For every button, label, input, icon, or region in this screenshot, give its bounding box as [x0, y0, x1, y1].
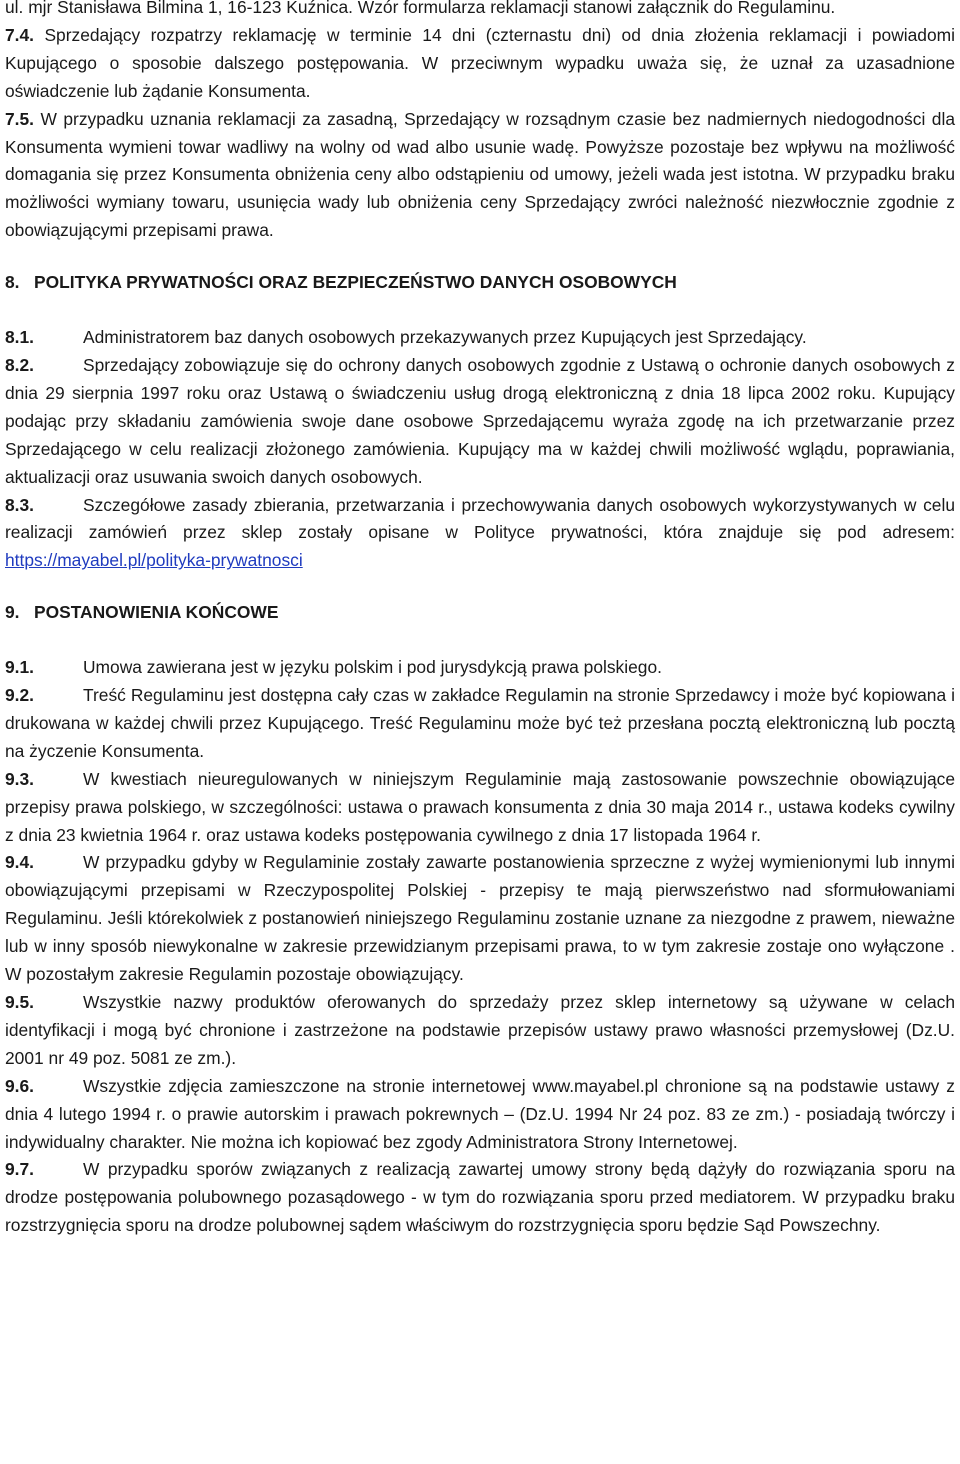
section-number: 8.1. [5, 327, 35, 348]
section-text: W przypadku gdyby w Regulaminie zostały zawarte postanowienia sprzeczne z wyżej wymienionymi lub innymi obowiązującymi przepisami w Rzeczypospolitej Polskiej - przepisy te mają pierwszeństwo nad sformułowaniami Regulaminu. Jeśli którekolwiek z postanowień niniejszego Regulaminu zostanie uznane za niezgodne z prawem, nieważne lub w inny sposób niewykonalne w zakresie przewidzianym przepisami prawa, to w tym zakresie zostaje ono wyłączone . W pozostałym zakresie Regulamin pozostaje obowiązujący. [5, 852, 955, 985]
section-8-3 [5, 492, 955, 576]
section-number: 9.1. [5, 657, 35, 678]
section-text: Administratorem baz danych osobowych przekazywanych przez Kupujących jest Sprzedający. [83, 327, 807, 348]
section-number: 9.5. [5, 992, 35, 1012]
section-number: 8.3. [5, 494, 35, 515]
section-text: Szczegółowe zasady zbierania, przetwarzania i przechowywania danych osobowych wykorzystywanych w celu realizacji zamówień przez sklep zostały opisane w Polityce prywatności, która znajduje się pod adresem: [5, 494, 955, 543]
section-9-5 [5, 989, 955, 1073]
section-number: 9.4. [5, 852, 35, 873]
section-number: 7.5. [5, 108, 35, 129]
section-8-2 [5, 352, 955, 492]
section-text: Wszystkie nazwy produktów oferowanych do sprzedaży przez sklep internetowy są używane w celach identyfikacji i mogą być chronione i zastrzeżone na podstawie przepisów ustawy prawo własności przemysłowej (Dz.U. 2001 nr 49 poz. 5081 ze zm.). [5, 992, 955, 1068]
section-9-3 [5, 766, 955, 850]
section-number: 9.7. [5, 1159, 35, 1180]
privacy-policy-link[interactable]: https://mayabel.pl/polityka-prywatnosci [5, 550, 303, 571]
section-text: W przypadku sporów związanych z realizacją zawartej umowy strony będą dążyły do rozwiązania sporu na drodze postępowania polubownego pozasądowego - w tym do rozwiązania sporu przed mediatorem. W przypadku braku rozstrzygnięcia sporu na drodze polubownej sądem właściwym do rozstrzygnięcia sporu będzie Sąd Powszechny. [5, 1159, 955, 1236]
regulations-page [5, 0, 955, 1240]
section-8-1 [5, 324, 955, 352]
section-9-7 [5, 1156, 955, 1240]
section-text: Sprzedający rozpatrzy reklamację w terminie 14 dni (czternastu dni) od dnia złożenia reklamacji i powiadomi Kupującego o sposobie dalszego postępowania. W przeciwnym wypadku uważa się, że uznał za uzasadnione oświadczenie lub żądanie Konsumenta. [5, 24, 955, 101]
intro-continuation: ul. mjr Stanisława Bilmina 1, 16-123 Kuźnica. Wzór formularza reklamacji stanowi załącznik do Regulaminu. [5, 0, 836, 17]
section-text: W kwestiach nieuregulowanych w niniejszym Regulaminie mają zastosowanie powszechnie obowiązujące przepisy prawa polskiego, w szczególności: ustawa o prawach konsumenta z dnia 30 maja 2014 r., ustawa kodeks cywilny z dnia 23 kwietnia 1964 r. oraz ustawa kodeks postępowania cywilnego z dnia 17 listopada 1964 r. [5, 768, 955, 845]
section-text: Umowa zawierana jest w języku polskim i pod jurysdykcją prawa polskiego. [83, 657, 662, 678]
section-9-1 [5, 654, 955, 682]
section-7-5 [5, 106, 955, 246]
section-9-4 [5, 849, 955, 989]
section-7-4 [5, 22, 955, 106]
section-text: W przypadku uznania reklamacji za zasadną, Sprzedający w rozsądnym czasie bez nadmiernych niedogodności dla Konsumenta wymieni towar wadliwy na wolny od wad albo usunie wadę. Powyższe pozostaje bez wpływu na możliwość domagania się przez Konsumenta obniżenia ceny albo odstąpieniu od umowy, jeżeli wada jest istotna. W przypadku braku możliwości wymiany towaru, usunięcia wady lub obniżenia ceny Sprzedający zwróci należność niezwłocznie zgodnie z obowiązującymi przepisami prawa. [5, 108, 955, 241]
section-number: 7.4. [5, 24, 35, 45]
heading-section-8: 8. POLITYKA PRYWATNOŚCI ORAZ BEZPIECZEŃSTWO DANYCH OSOBOWYCH [5, 272, 677, 293]
section-text: Wszystkie zdjęcia zamieszczone na stronie internetowej www.mayabel.pl chronione są na podstawie ustawy z dnia 4 lutego 1994 r. o prawie autorskim i prawach pokrewnych – (Dz.U. 1994 Nr 24 poz. 83 ze zm.) - posiadają twórczy i indywidualny charakter. Nie można ich kopiować bez zgody Administratora Strony Internetowej. [5, 1075, 955, 1152]
section-number: 9.3. [5, 768, 35, 789]
heading-section-9: 9. POSTANOWIENIA KOŃCOWE [5, 602, 279, 623]
section-text: Sprzedający zobowiązuje się do ochrony danych osobowych zgodnie z Ustawą o ochronie danych osobowych z dnia 29 sierpnia 1997 roku oraz Ustawą o świadczeniu usług drogą elektroniczną z dnia 18 lipca 2002 roku. Kupujący podając przy składaniu zamówienia swoje dane osobowe Sprzedającemu wyraża zgodę na ich przetwarzanie przez Sprzedającego w celu realizacji złożonego zamówienia. Kupujący ma w każdej chwili możliwość wglądu, poprawiania, aktualizacji oraz usuwania swoich danych osobowych. [5, 354, 955, 487]
section-9-2 [5, 682, 955, 766]
section-number: 9.6. [5, 1075, 35, 1096]
section-number: 9.2. [5, 685, 35, 706]
section-number: 8.2. [5, 354, 35, 375]
section-text: Treść Regulaminu jest dostępna cały czas w zakładce Regulamin na stronie Sprzedawcy i może być kopiowana i drukowana w każdej chwili przez Kupującego. Treść Regulaminu może być też przesłana pocztą elektroniczną lub pocztą na życzenie Konsumenta. [5, 685, 955, 761]
section-9-6 [5, 1073, 955, 1157]
